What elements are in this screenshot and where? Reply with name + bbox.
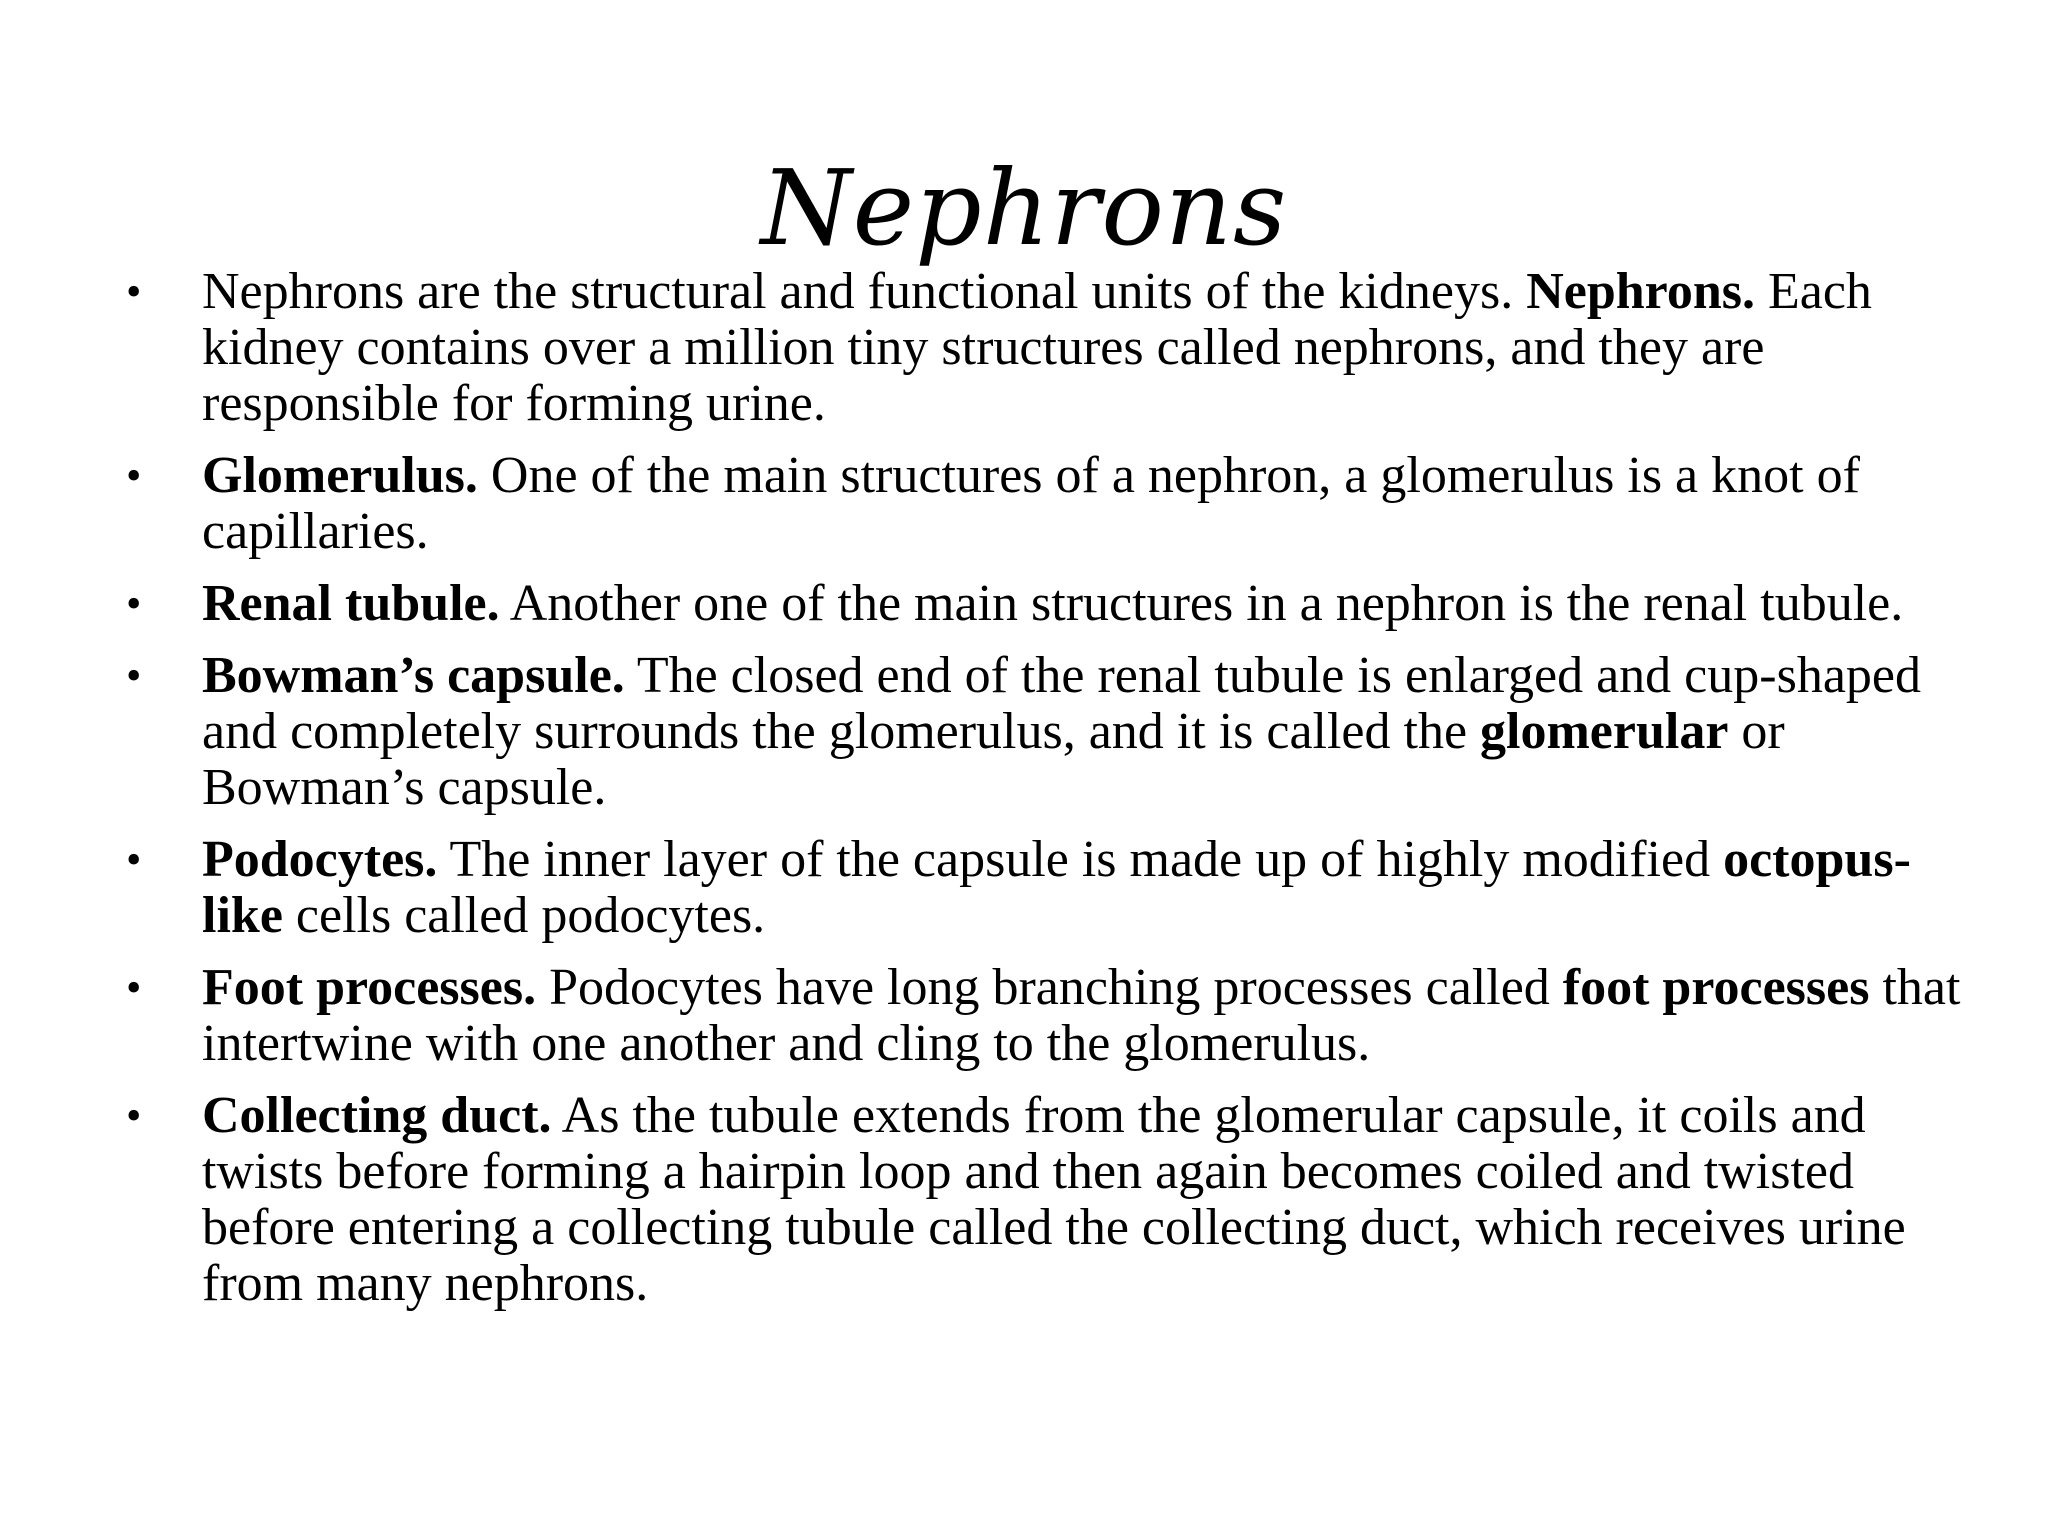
bullet-glyph: •	[126, 835, 142, 884]
bullet-text	[202, 448, 1966, 560]
bullet-glyph: •	[126, 963, 142, 1012]
bullet-term-inline: octopus-like	[202, 831, 1911, 944]
bullet-term: Glomerulus.	[202, 447, 478, 504]
bullet-term-inline: glomerular	[1480, 703, 1729, 760]
bullet-text-normal: or Bowman’s capsule.	[202, 703, 1785, 816]
bullet-glyph: •	[126, 1091, 142, 1140]
bullet-text-normal: cells called podocytes.	[282, 887, 766, 944]
bullet-glyph: •	[126, 451, 142, 500]
bullet-term: Podocytes.	[202, 831, 438, 888]
bullet-text-normal: As the tubule extends from the glomerular capsule, it coils and twists before forming a hairpin loop and then again becomes coiled and twisted before entering a collecting tubule called the collecting duct, which receives urine from many nephrons.	[202, 1087, 1906, 1312]
slide-title: Nephrons	[760, 147, 1288, 269]
bullet-list	[126, 264, 1966, 1328]
bullet-text-normal: Each kidney contains over a million tiny structures called nephrons, and they are responsible for forming urine.	[202, 263, 1872, 432]
bullet-text-normal: that intertwine with one another and cling to the glomerulus.	[202, 959, 1961, 1072]
bullet-term-inline: foot processes	[1562, 959, 1870, 1016]
bullet-item-glomerulus	[126, 448, 1966, 560]
bullet-item-nephrons	[126, 264, 1966, 432]
bullet-text	[202, 832, 1966, 944]
bullet-text	[202, 1088, 1966, 1312]
bullet-item-bowmans-capsule	[126, 648, 1966, 816]
bullet-text	[202, 576, 1966, 632]
bullet-item-foot-processes	[126, 960, 1966, 1072]
bullet-text-normal: The inner layer of the capsule is made up of highly modified	[437, 831, 1724, 888]
bullet-term: Collecting duct.	[202, 1087, 552, 1144]
bullet-text-normal: Nephrons are the structural and functional units of the kidneys.	[202, 263, 1527, 320]
bullet-term: Bowman’s capsule.	[202, 647, 625, 704]
bullet-text-normal: Podocytes have long branching processes called	[536, 959, 1563, 1016]
bullet-text-normal: The closed end of the renal tubule is enlarged and cup-shaped and completely surrounds the glomerulus, and it is called the	[202, 647, 1921, 760]
bullet-text-normal: One of the main structures of a nephron, a glomerulus is a knot of capillaries.	[202, 447, 1860, 560]
bullet-glyph: •	[126, 651, 142, 700]
bullet-item-collecting-duct	[126, 1088, 1966, 1312]
bullet-term: Nephrons.	[1526, 263, 1755, 320]
bullet-term: Foot processes.	[202, 959, 537, 1016]
bullet-text	[202, 264, 1966, 432]
bullet-glyph: •	[126, 267, 142, 316]
bullet-text	[202, 960, 1966, 1072]
bullet-item-renal-tubule	[126, 576, 1966, 632]
bullet-item-podocytes	[126, 832, 1966, 944]
bullet-text	[202, 648, 1966, 816]
bullet-text-normal: Another one of the main structures in a nephron is the renal tubule.	[499, 575, 1904, 632]
bullet-glyph: •	[126, 579, 142, 628]
bullet-term: Renal tubule.	[202, 575, 500, 632]
